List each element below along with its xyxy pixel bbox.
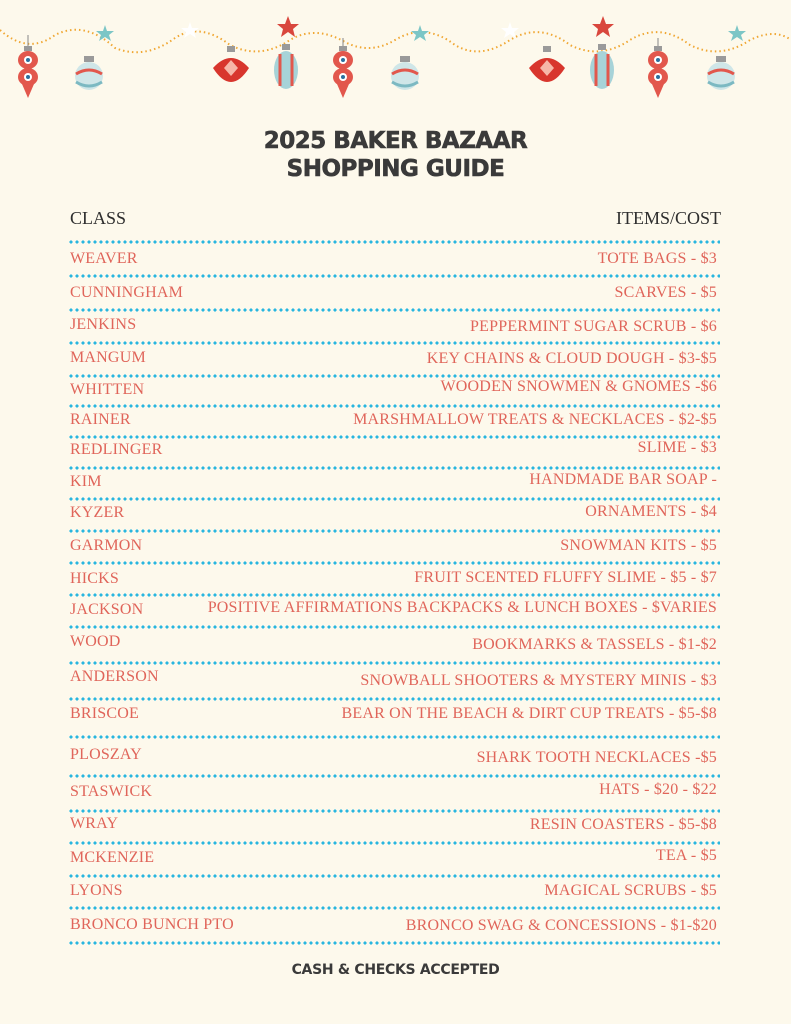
items-column-header: ITEMS/COST bbox=[615, 208, 721, 228]
class-name: BRISCOE bbox=[70, 705, 139, 722]
dotted-divider bbox=[68, 274, 720, 278]
star-icon bbox=[181, 22, 199, 38]
dotted-divider bbox=[68, 529, 720, 533]
dotted-divider bbox=[68, 466, 720, 470]
dotted-divider bbox=[68, 625, 720, 629]
star-icon bbox=[277, 16, 299, 37]
class-name: MANGUM bbox=[70, 349, 146, 366]
class-name: STASWICK bbox=[70, 783, 153, 800]
items-cost: FRUIT SCENTED FLUFFY SLIME - $5 - $7 bbox=[414, 569, 717, 586]
class-name: JACKSON bbox=[70, 601, 144, 618]
dotted-divider bbox=[68, 240, 720, 244]
items-cost: HANDMADE BAR SOAP - bbox=[529, 471, 717, 488]
items-cost: TOTE BAGS - $3 bbox=[597, 250, 717, 267]
dotted-divider bbox=[68, 841, 720, 845]
dotted-divider bbox=[68, 809, 720, 813]
dotted-divider bbox=[68, 906, 720, 910]
items-cost: KEY CHAINS & CLOUD DOUGH - $3-$5 bbox=[426, 350, 717, 367]
dotted-divider bbox=[68, 697, 720, 701]
items-cost: TEA - $5 bbox=[655, 847, 717, 864]
class-name: JENKINS bbox=[70, 316, 137, 333]
star-icon bbox=[728, 25, 746, 41]
garland-string bbox=[0, 30, 791, 52]
class-name: WEAVER bbox=[70, 250, 138, 267]
dotted-divider bbox=[68, 561, 720, 565]
teardrop-ornament-icon bbox=[274, 44, 298, 89]
class-column-header: CLASS bbox=[70, 208, 127, 228]
dotted-divider bbox=[68, 593, 720, 597]
dotted-divider bbox=[68, 874, 720, 878]
dotted-divider bbox=[68, 435, 720, 439]
class-name: WRAY bbox=[70, 815, 119, 832]
dotted-divider bbox=[68, 341, 720, 345]
garland-decoration bbox=[0, 0, 791, 110]
class-name: WHITTEN bbox=[70, 381, 145, 398]
class-name: WOOD bbox=[70, 633, 121, 650]
class-name: CUNNINGHAM bbox=[70, 284, 184, 301]
items-cost: SNOWBALL SHOOTERS & MYSTERY MINIS - $3 bbox=[360, 672, 717, 689]
class-name: KYZER bbox=[70, 504, 125, 521]
star-icon bbox=[96, 25, 114, 41]
items-cost: BEAR ON THE BEACH & DIRT CUP TREATS - $5-$8 bbox=[341, 705, 717, 722]
class-name: LYONS bbox=[70, 882, 123, 899]
items-cost: MAGICAL SCRUBS - $5 bbox=[544, 882, 717, 899]
class-name: GARMON bbox=[70, 537, 143, 554]
items-cost: WOODEN SNOWMEN & GNOMES -$6 bbox=[440, 378, 717, 395]
payment-note: CASH & CHECKS ACCEPTED bbox=[291, 962, 500, 978]
bulb-ornament-icon bbox=[391, 56, 419, 90]
dotted-divider bbox=[68, 404, 720, 408]
class-name: BRONCO BUNCH PTO bbox=[70, 916, 234, 933]
bulb-ornament-icon bbox=[707, 56, 735, 90]
diamond-ornament-icon bbox=[213, 46, 249, 82]
dotted-divider bbox=[68, 308, 720, 312]
class-name: KIM bbox=[70, 473, 102, 490]
items-cost: HATS - $20 - $22 bbox=[599, 781, 717, 798]
diamond-ornament-icon bbox=[529, 46, 565, 82]
bulb-ornament-icon bbox=[75, 56, 103, 90]
items-cost: RESIN COASTERS - $5-$8 bbox=[529, 816, 717, 833]
items-cost: MARSHMALLOW TREATS & NECKLACES - $2-$5 bbox=[353, 411, 717, 428]
class-name: HICKS bbox=[70, 570, 120, 587]
page-title: 2025 BAKER BAZAAR bbox=[263, 128, 528, 154]
class-name: MCKENZIE bbox=[70, 849, 155, 866]
star-icon bbox=[592, 16, 614, 37]
dotted-divider bbox=[68, 774, 720, 778]
class-name: REDLINGER bbox=[70, 441, 163, 458]
star-icon bbox=[411, 25, 429, 41]
class-name: ANDERSON bbox=[70, 668, 159, 685]
page-subtitle: SHOPPING GUIDE bbox=[286, 156, 505, 182]
items-cost: ORNAMENTS - $4 bbox=[585, 503, 717, 520]
dotted-divider bbox=[68, 661, 720, 665]
items-cost: POSITIVE AFFIRMATIONS BACKPACKS & LUNCH BOXES - $VARIES bbox=[207, 599, 717, 616]
items-cost: SCARVES - $5 bbox=[614, 284, 717, 301]
items-cost: BOOKMARKS & TASSELS - $1-$2 bbox=[472, 636, 717, 653]
dotted-divider bbox=[68, 497, 720, 501]
items-cost: SLIME - $3 bbox=[637, 439, 717, 456]
dotted-divider bbox=[68, 941, 720, 945]
stacked-ornament-icon bbox=[18, 35, 38, 98]
dotted-divider bbox=[68, 735, 720, 739]
items-cost: SNOWMAN KITS - $5 bbox=[560, 537, 717, 554]
class-name: PLOSZAY bbox=[70, 746, 142, 763]
items-cost: SHARK TOOTH NECKLACES -$5 bbox=[476, 749, 717, 766]
items-cost: PEPPERMINT SUGAR SCRUB - $6 bbox=[470, 318, 717, 335]
items-cost: BRONCO SWAG & CONCESSIONS - $1-$20 bbox=[405, 917, 717, 934]
stacked-ornament-icon bbox=[648, 38, 668, 98]
stacked-ornament-icon bbox=[333, 38, 353, 98]
class-name: RAINER bbox=[70, 411, 131, 428]
